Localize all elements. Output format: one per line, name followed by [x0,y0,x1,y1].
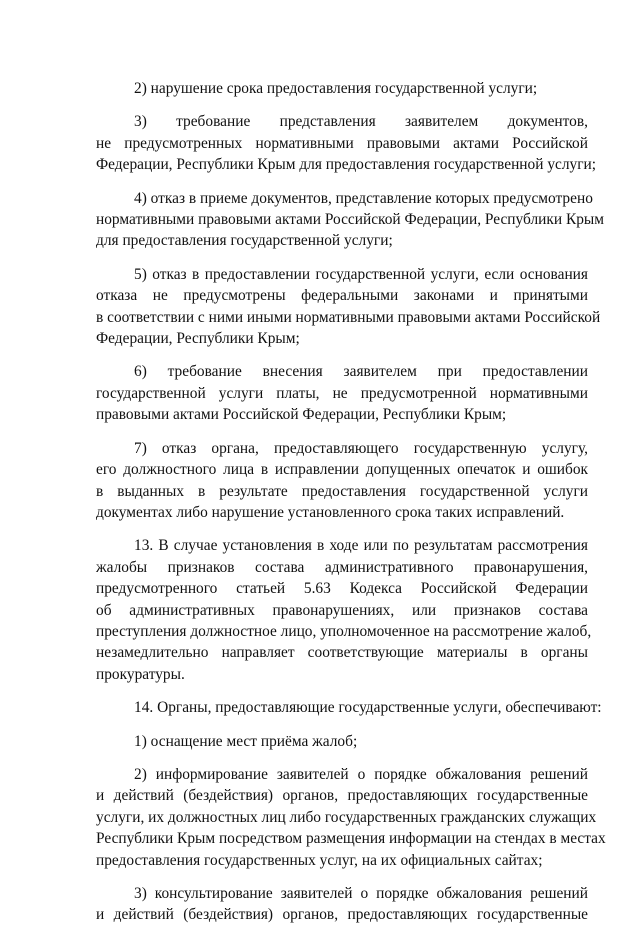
paragraph-line: Федерации, Республики Крым для предоставления государственной услуги; [96,156,597,174]
paragraph-line: отказа не предусмотрены федеральными законами и принятыми [96,287,588,305]
paragraph-p-5-refusal-service [96,264,601,350]
paragraph-line: 5) отказ в предоставлении государственной услуги, если основания [134,265,588,283]
paragraph-line: 6) требование внесения заявителем при предоставлении [134,363,588,381]
paragraph-line: 1) оснащение мест приёма жалоб; [134,732,358,750]
paragraph-line: и действий (бездействия) органов, предоставляющих государственные [96,906,588,924]
paragraph-p-14-3-consulting [96,883,588,926]
paragraph-line: для предоставления государственной услуги; [96,232,393,250]
paragraph-line: 3) требование представления заявителем документов, [134,113,588,131]
paragraph-line: 14. Органы, предоставляющие государственные услуги, обеспечивают: [134,699,602,717]
paragraph-line: государственной услуги платы, не предусмотренной нормативными [96,384,588,402]
paragraph-line: 7) отказ органа, предоставляющего государственную услугу, [134,439,588,457]
paragraph-line: 3) консультирование заявителей о порядке обжалования решений [134,885,588,902]
paragraph-line: не предусмотренных нормативными правовыми актами Российской [96,134,588,152]
paragraph-p-7-corrections [96,438,588,524]
paragraph-p-14-2-informing [96,764,606,871]
paragraph-line: правовыми актами Российской Федерации, Республики Крым; [96,406,507,424]
paragraph-line: Республики Крым посредством размещения информации на стендах в местах [96,830,606,848]
paragraph-line: 2) информирование заявителей о порядке обжалования решений [134,765,588,783]
paragraph-line: незамедлительно направляет соответствующие материалы в органы [96,644,588,662]
paragraph-p-13-violation [96,535,592,685]
paragraph-line: об административных правонарушениях, или признаков состава [96,601,588,619]
paragraph-p-14-1-equipment [96,731,588,752]
paragraph-line: и действий (бездействия) органов, предоставляющих государственные [96,787,588,805]
paragraph-line: преступления должностное лицо, уполномоченное на рассмотрение жалоб, [96,622,592,640]
paragraph-line: в выданных в результате предоставления государственной услуги [96,482,588,500]
paragraph-p-6-fee [96,361,588,425]
paragraph-line: жалобы признаков состава административного правонарушения, [96,558,588,576]
paragraph-line: 4) отказ в приеме документов, представление которых предусмотрено [134,189,593,207]
paragraph-line: документах либо нарушение установленного срока таких исправлений. [96,503,565,521]
paragraph-line: услуги, их должностных лиц либо государственных гражданских служащих [96,808,597,826]
paragraph-p-14-organs [96,697,602,718]
paragraph-p-3-documents-request [96,111,597,175]
paragraph-p-4-refusal-documents [96,188,604,252]
paragraph-p-2-deadline [96,78,588,99]
paragraph-line: предусмотренного статьей 5.63 Кодекса Российской Федерации [96,580,588,598]
paragraph-line: предоставления государственных услуг, на их официальных сайтах; [96,851,543,869]
paragraph-line: нормативными правовыми актами Российской Федерации, Республики Крым [96,211,604,229]
paragraph-line: прокуратуры. [96,665,185,683]
paragraph-line: 13. В случае установления в ходе или по результатам рассмотрения [134,537,588,555]
paragraph-line: 2) нарушение срока предоставления государственной услуги; [134,80,538,97]
document-body [96,78,606,938]
paragraph-line: в соответствии с ними иными нормативными правовыми актами Российской [96,308,601,326]
paragraph-line: его должностного лица в исправлении допущенных опечаток и ошибок [96,461,588,479]
paragraph-line: Федерации, Республики Крым; [96,330,300,348]
